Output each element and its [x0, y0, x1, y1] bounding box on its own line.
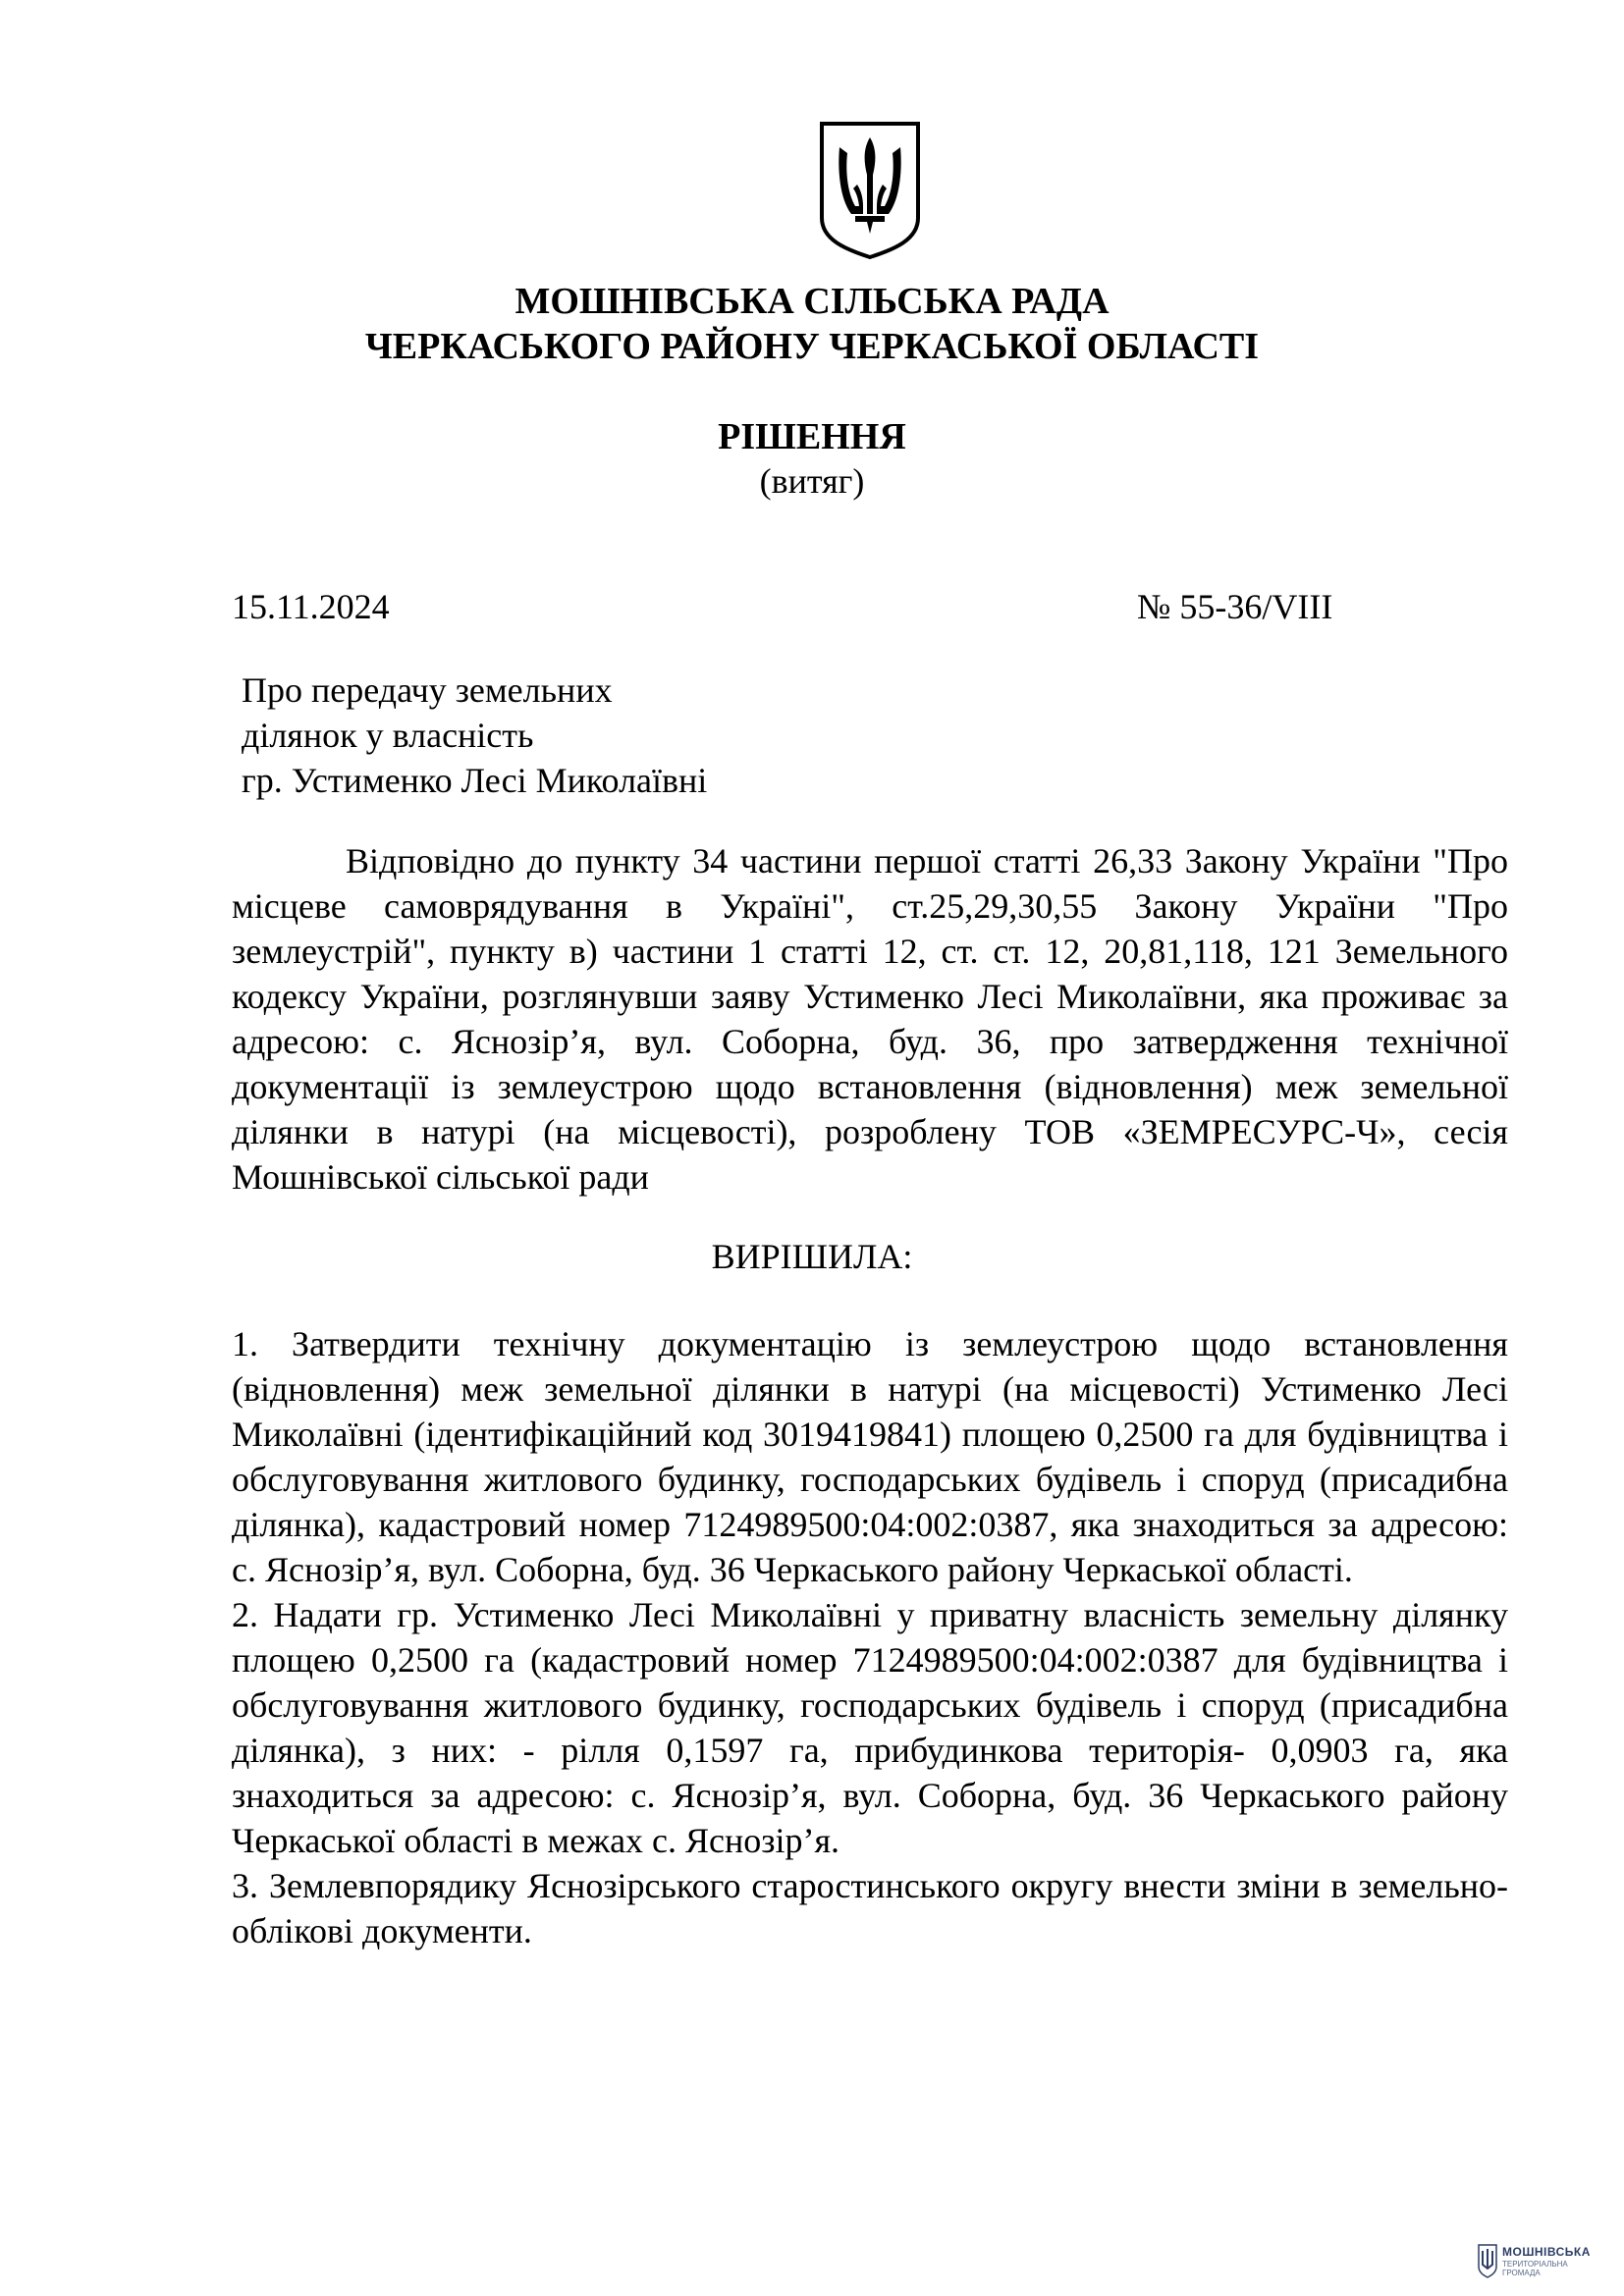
coat-of-arms-trident-icon — [818, 120, 922, 259]
community-logo-icon — [1477, 2243, 1498, 2278]
preamble-text: Відповідно до пункту 34 частини першої статті 26,33 Закону України "Про місцеве самоврядування в Україні", ст.25,29,30,55 Закону України "Про землеустрій", пункту в) частини 1 статті 12, ст. ст. 12, 20,81,118, 121 Земельного кодексу України, розглянувши заяву Устименко Лесі Миколаївни, яка проживає за адресою: с. Яснозір’я, вул. Соборна, буд. 36, про затвердження технічної документації із землеустрою щодо встановлення (відновлення) меж земельної ділянки в натурі (на місцевості), розроблену ТОВ «ЗЕМРЕСУРС-Ч», сесія Мошнівської сільської ради — [232, 841, 1508, 1197]
preamble — [232, 838, 1508, 1200]
subject-line: ділянок у власність — [242, 716, 534, 755]
resolved-heading: ВИРІШИЛА: — [711, 1237, 913, 1276]
decision-item: 3. Землевпорядику Яснозірського старостинського округу внести зміни в земельно-облікові документи. — [232, 1866, 1508, 1950]
council-region: ЧЕРКАСЬКОГО РАЙОНУ ЧЕРКАСЬКОЇ ОБЛАСТІ — [364, 326, 1260, 367]
logo-title: МОШНІВСЬКА — [1502, 2245, 1591, 2259]
document-subtitle: (витяг) — [759, 461, 865, 501]
document-date: 15.11.2024 — [232, 587, 390, 626]
subject-line: Про передачу земельних — [242, 670, 613, 710]
footer-logo — [1477, 2243, 1604, 2286]
council-name: МОШНІВСЬКА СІЛЬСЬКА РАДА — [514, 281, 1110, 322]
document-title: РІШЕННЯ — [718, 416, 906, 457]
decision-item: 2. Надати гр. Устименко Лесі Миколаївні у приватну власність земельну ділянку площею 0,2500 га (кадастровий номер 7124989500:04:002:0387 для будівництва і обслуговування житлового будинку, господарських будівель і споруд (присадибна ділянка), з них: - рілля 0,1597 га, прибудинкова територія- 0,0903 га, яка знаходиться за адресою: с. Яснозір’я, вул. Соборна, буд. 36 Черкаського району Черкаської області в межах с. Яснозір’я. — [232, 1595, 1508, 1860]
decision-item: 1. Затвердити технічну документацію із землеустрою щодо встановлення (відновлення) меж земельної ділянки в натурі (на місцевості) Устименко Лесі Миколаївні (ідентифікаційний код 3019419841) площею 0,2500 га для будівництва і обслуговування житлового будинку, господарських будівель і споруд (присадибна ділянка), кадастровий номер 7124989500:04:002:0387, яка знаходиться за адресою: с. Яснозір’я, вул. Соборна, буд. 36 Черкаського району Черкаської області. — [232, 1324, 1508, 1589]
document-subject — [242, 667, 707, 803]
document-number: № 55-36/VIII — [1137, 587, 1333, 626]
decision-items — [232, 1321, 1508, 1953]
logo-subtitle: ТЕРИТОРІАЛЬНА ГРОМАДА — [1502, 2260, 1568, 2277]
subject-line: гр. Устименко Лесі Миколаївні — [242, 761, 708, 800]
